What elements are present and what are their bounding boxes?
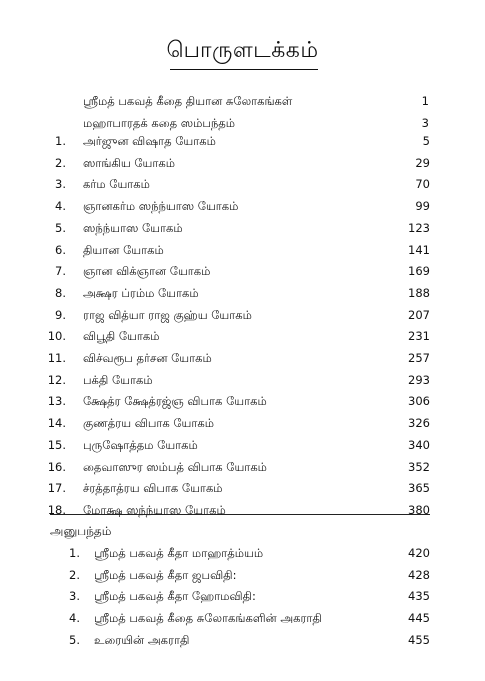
entry-page-number: 352 [408, 459, 430, 474]
entry-number: 18. [47, 502, 66, 517]
toc-entry [0, 566, 485, 584]
entry-page-number: 435 [408, 589, 430, 604]
entry-number: 12. [47, 372, 66, 387]
entry-number: 5. [69, 632, 80, 647]
toc-entry [0, 306, 485, 324]
entry-page-number: 455 [408, 632, 430, 647]
entry-page-number: 207 [408, 307, 430, 322]
toc-entry [0, 132, 485, 150]
entry-number: 1. [55, 134, 66, 148]
entry-page-number: 420 [408, 546, 430, 560]
entry-title: மோக்ஷ ஸந்ந்யாஸ யோகம் [83, 502, 226, 517]
toc-entry [0, 154, 485, 172]
entry-page-number: 340 [408, 437, 430, 452]
entry-number: 5. [55, 220, 66, 235]
entry-number: 8. [55, 285, 66, 300]
entry-title: ஸ்ரீமத் பகவத் கீதை தியான சுலோகங்கள் [83, 94, 293, 108]
entry-page-number: 293 [408, 372, 430, 387]
entry-title: ஸ்ரீமத் பகவத் கீதா மாஹாத்ம்யம் [94, 546, 264, 560]
entry-number: 2. [55, 155, 66, 170]
entry-title: ஸந்ந்யாஸ யோகம் [83, 220, 183, 235]
entry-title: ஸ்ரீமத் பகவத் கீதா ஹோமவிதி: [94, 589, 256, 604]
toc-entry [0, 544, 485, 562]
entry-number: 11. [47, 351, 66, 365]
entry-title: ராஜ வித்யா ராஜ குஹ்ய யோகம் [83, 307, 252, 322]
toc-entry [0, 414, 485, 432]
entry-page-number: 1 [421, 94, 429, 108]
entry-page-number: 70 [415, 177, 430, 192]
entry-page-number: 257 [408, 351, 430, 365]
entry-page-number: 123 [408, 220, 430, 235]
entry-number: 10. [47, 329, 66, 344]
toc-entry [0, 631, 485, 649]
toc-entry [0, 284, 485, 302]
entry-number: 1. [69, 546, 80, 560]
entry-number: 4. [55, 199, 66, 214]
toc-entry [0, 92, 485, 110]
toc-entry [0, 501, 485, 519]
toc-entry [0, 241, 485, 259]
entry-number: 14. [47, 416, 66, 431]
toc-entry [0, 436, 485, 454]
toc-entry [0, 197, 485, 215]
entry-number: 3. [55, 177, 66, 192]
toc-entry [0, 587, 485, 605]
entry-title: தியான யோகம் [83, 242, 164, 257]
toc-entry [0, 392, 485, 410]
toc-entry [0, 349, 485, 367]
entry-number: 13. [47, 394, 66, 409]
entry-title: ஞான விக்ஞான யோகம் [83, 264, 211, 279]
entry-title: தைவாஸுர ஸம்பத் விபாக யோகம் [83, 459, 267, 474]
toc-entry [0, 114, 485, 132]
entry-page-number: 231 [408, 329, 430, 344]
entry-page-number: 428 [408, 567, 430, 582]
entry-title: உரையின் அகராதி [94, 632, 190, 647]
entry-number: 15. [47, 437, 66, 452]
entry-number: 6. [55, 242, 66, 257]
entry-page-number: 3 [421, 116, 429, 130]
entry-title: மஹாபாரதக் கதை ஸம்பந்தம் [83, 116, 236, 130]
entry-page-number: 445 [408, 611, 430, 626]
entry-number: 9. [55, 307, 66, 322]
entry-number: 4. [69, 611, 80, 626]
entry-title: விச்வரூப தர்சன யோகம் [83, 351, 212, 365]
entry-page-number: 169 [408, 264, 430, 279]
entry-title: ச்ரத்தாத்ரய விபாக யோகம் [83, 481, 223, 496]
entry-page-number: 326 [408, 416, 430, 431]
title-underline [170, 69, 318, 70]
toc-entry [0, 479, 485, 497]
entry-title: கர்ம யோகம் [83, 177, 150, 192]
entry-title: ஸ்ரீமத் பகவத் கீதை சுலோகங்களின் அகராதி [94, 611, 322, 626]
entry-title: ஸ்ரீமத் பகவத் கீதா ஜபவிதி: [94, 567, 237, 582]
entry-page-number: 141 [408, 242, 430, 257]
section-divider [50, 514, 430, 515]
appendix-heading: அனுபந்தம் [50, 524, 112, 538]
entry-title: பக்தி யோகம் [83, 372, 153, 387]
entry-page-number: 365 [408, 481, 430, 496]
entry-title: அக்ஷர ப்ரம்ம யோகம் [83, 285, 199, 300]
toc-entry [0, 458, 485, 476]
entry-title: அர்ஜுன விஷாத யோகம் [83, 134, 216, 148]
entry-page-number: 380 [408, 502, 430, 517]
entry-page-number: 29 [415, 155, 430, 170]
entry-title: ஸாங்கிய யோகம் [83, 155, 176, 170]
page-title: பொருளடக்கம் [166, 38, 319, 63]
entry-title: குணத்ரய விபாக யோகம் [83, 416, 215, 431]
entry-number: 3. [69, 589, 80, 604]
toc-entry [0, 327, 485, 345]
entry-title: க்ஷேத்ர க்ஷேத்ரஜ்ஞ விபாக யோகம் [83, 394, 267, 409]
entry-title: விபூதி யோகம் [83, 329, 160, 344]
toc-entry [0, 219, 485, 237]
toc-entry [0, 262, 485, 280]
entry-page-number: 99 [415, 199, 430, 214]
entry-number: 16. [47, 459, 66, 474]
entry-page-number: 188 [408, 285, 430, 300]
entry-number: 17. [47, 481, 66, 496]
entry-number: 7. [55, 264, 66, 279]
toc-entry [0, 609, 485, 627]
entry-title: புருஷோத்தம யோகம் [83, 437, 198, 452]
entry-title: ஞானகர்ம ஸந்ந்யாஸ யோகம் [83, 199, 239, 214]
entry-page-number: 5 [422, 134, 430, 148]
toc-entry [0, 175, 485, 193]
entry-number: 2. [69, 567, 80, 582]
toc-entry [0, 371, 485, 389]
entry-page-number: 306 [408, 394, 430, 409]
